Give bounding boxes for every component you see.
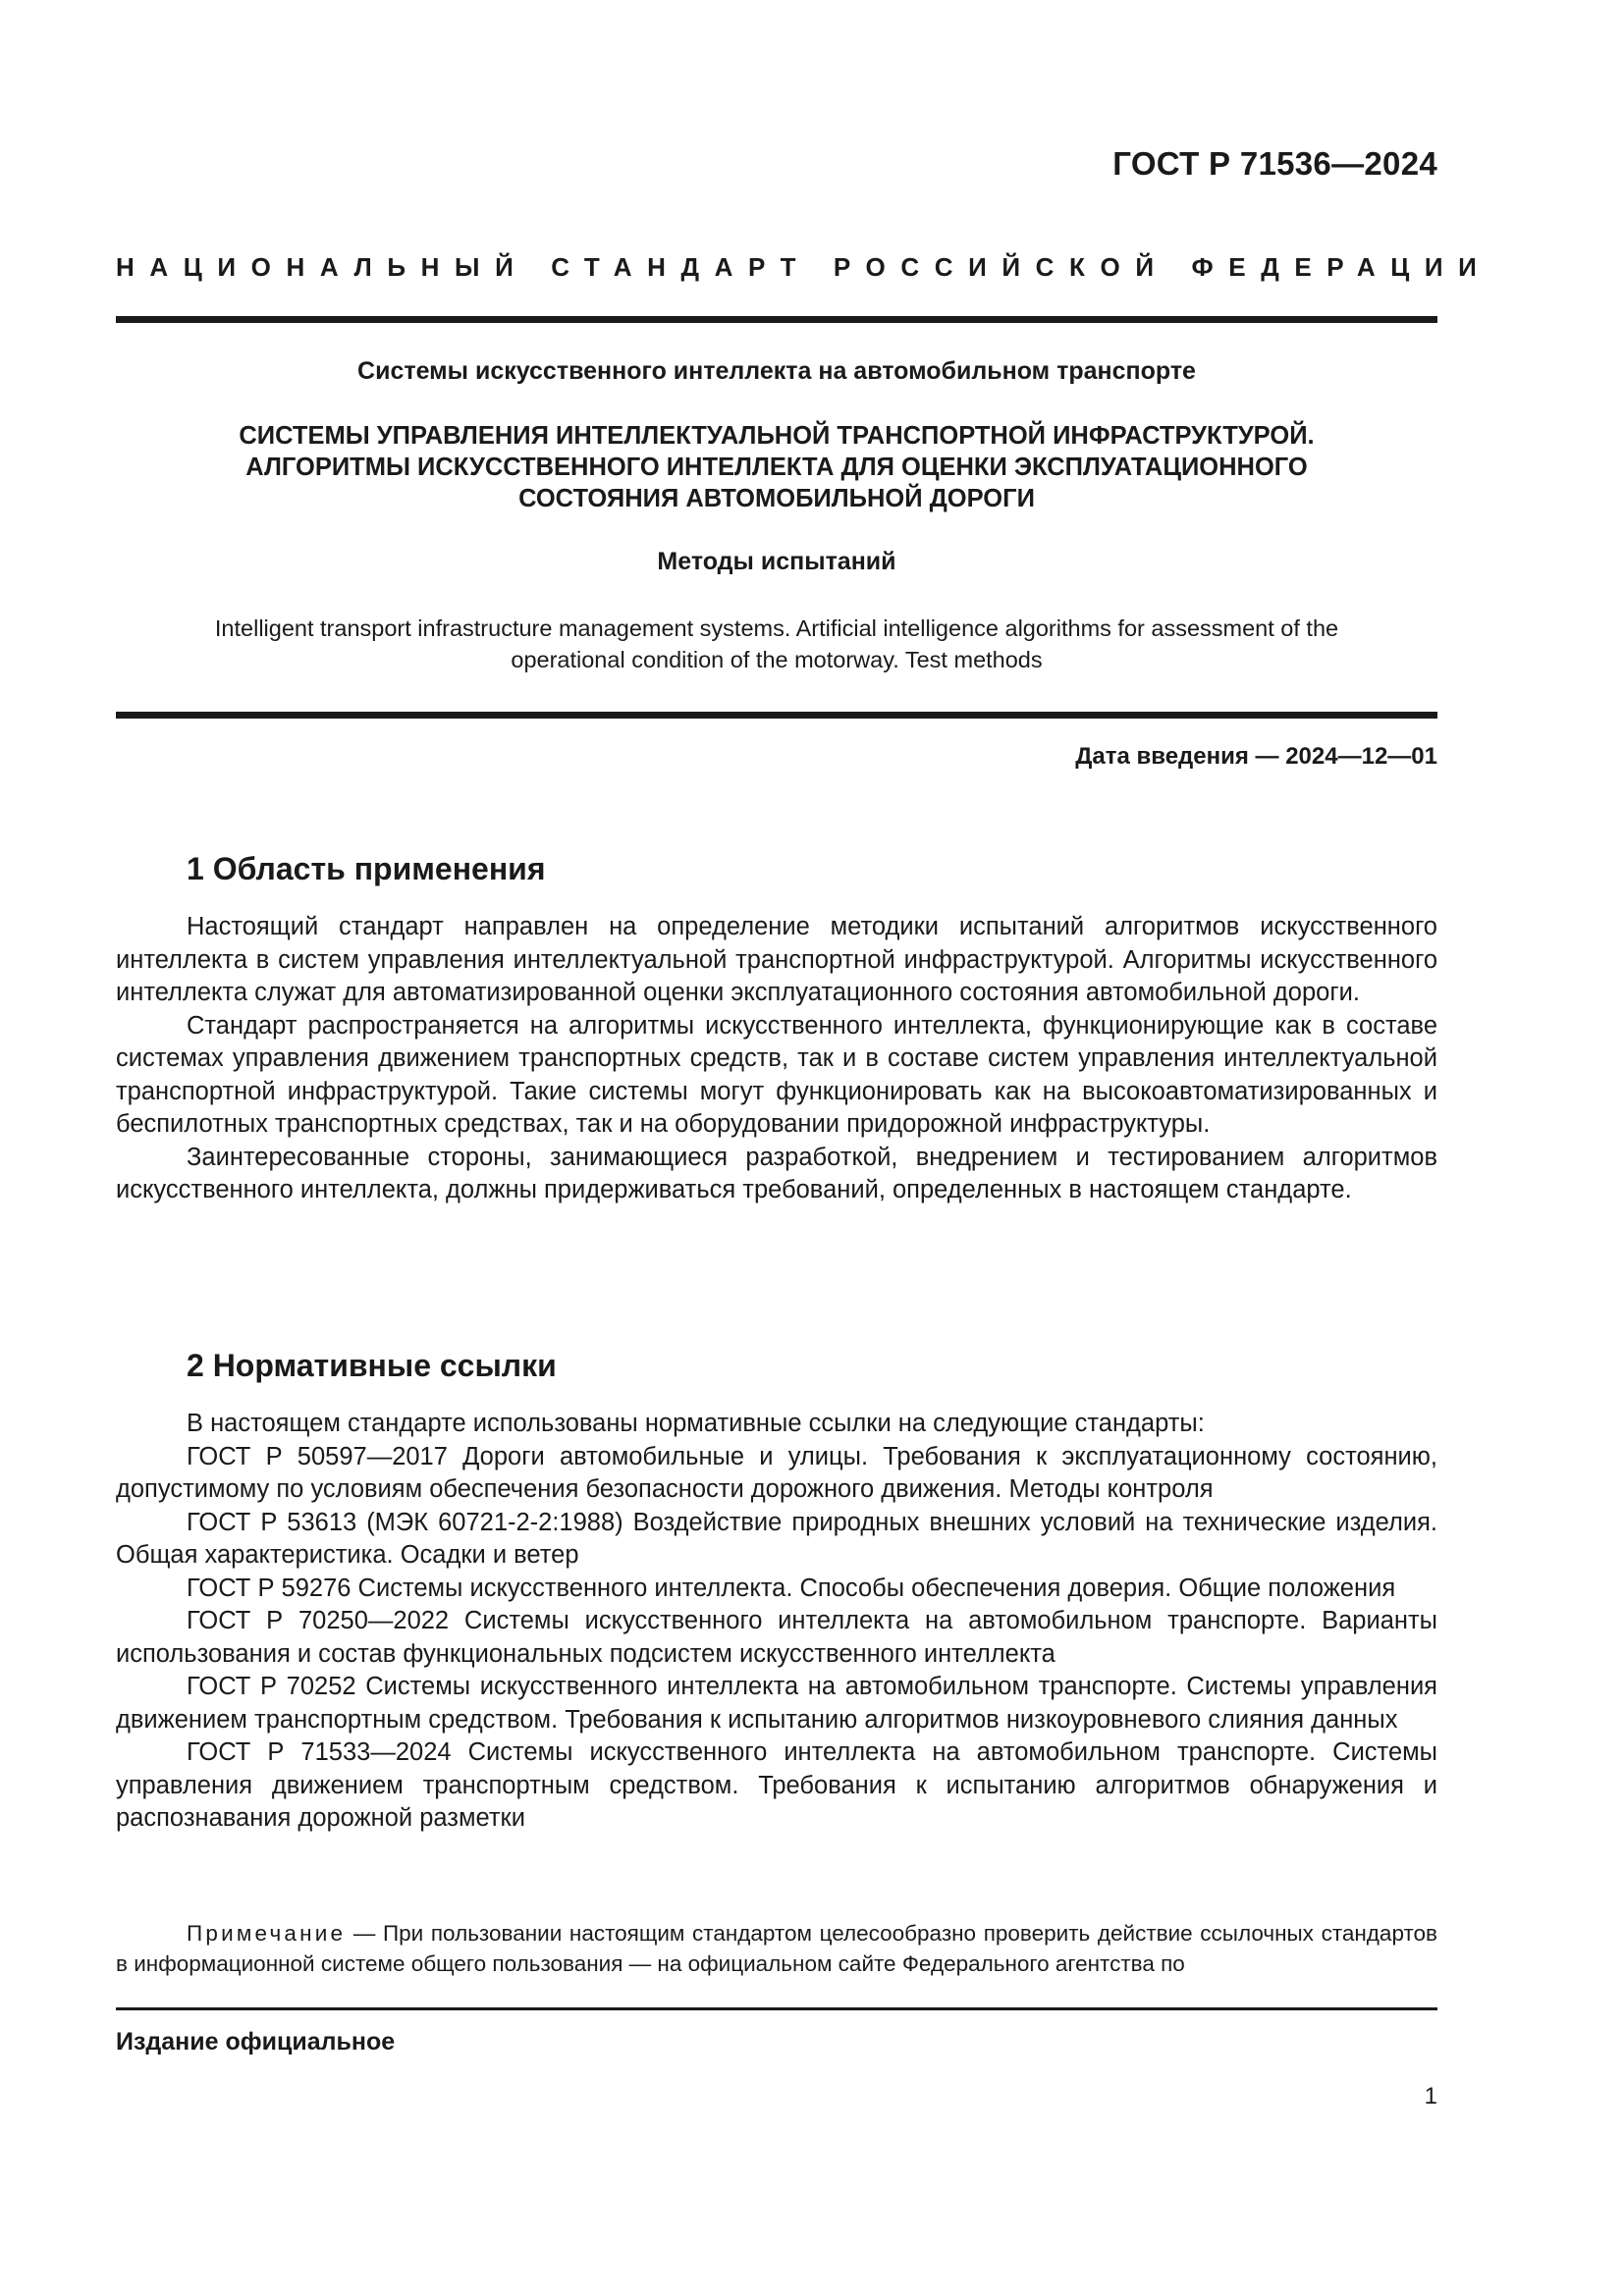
reference-item: ГОСТ Р 50597—2017 Дороги автомобильные и улицы. Требования к эксплуатационному состоянию, допустимому по условиям обеспечения безопасности дорожного движения. Методы контроля (116, 1442, 1437, 1503)
note-text: — При пользовании настоящим стандартом целесообразно проверить действие ссылочных стандартов в информационной системе общего пользования — на официальном сайте Федерального агентства по (116, 1921, 1437, 1976)
series-title: Системы искусственного интеллекта на автомобильном транспорте (357, 357, 1196, 385)
header-rule (116, 316, 1437, 323)
main-title-line: АЛГОРИТМЫ ИСКУССТВЕННОГО ИНТЕЛЛЕКТА ДЛЯ ОЦЕНКИ ЭКСПЛУАТАЦИОННОГО (245, 454, 1308, 481)
main-title (116, 420, 1437, 514)
footer-rule (116, 2007, 1437, 2010)
subtitle: Методы испытаний (657, 548, 896, 575)
reference-item: ГОСТ Р 53613 (МЭК 60721-2-2:1988) Воздействие природных внешних условий на технические изделия. Общая характеристика. Осадки и ветер (116, 1508, 1437, 1569)
title-block-rule (116, 712, 1437, 719)
national-standard-banner: НАЦИОНАЛЬНЫЙ СТАНДАРТ РОССИЙСКОЙ ФЕДЕРАЦИИ (116, 252, 1492, 282)
english-title (116, 613, 1437, 675)
reference-item: ГОСТ Р 71533—2024 Системы искусственного интеллекта на автомобильном транспорте. Системы управления движением транспортным средством. Требования к испытанию алгоритмов обнаружения и распознавания дорожной разметки (116, 1738, 1437, 1832)
note-label: Примечание (187, 1921, 347, 1946)
section-2-body (116, 1408, 1437, 1836)
document-code: ГОСТ Р 71536—2024 (1112, 145, 1437, 182)
reference-item: ГОСТ Р 70252 Системы искусственного интеллекта на автомобильном транспорте. Системы управления движением транспортным средством. Требования к испытанию алгоритмов низкоуровневого слияния данных (116, 1673, 1437, 1734)
paragraph: В настоящем стандарте использованы нормативные ссылки на следующие стандарты: (187, 1410, 1205, 1437)
english-title-line: operational condition of the motorway. Test methods (511, 647, 1043, 672)
paragraph: Настоящий стандарт направлен на определение методики испытаний алгоритмов искусственного интеллекта в систем управления интеллектуальной транспортной инфраструктурой. Алгоритмы искусственного интеллекта служат для автоматизированной оценки эксплуатационного состояния автомобильной дороги. (116, 913, 1437, 1006)
section-2-heading: 2 Нормативные ссылки (187, 1348, 557, 1383)
note (116, 1918, 1437, 1979)
section-1-heading: 1 Область применения (187, 851, 546, 886)
main-title-line: СОСТОЯНИЯ АВТОМОБИЛЬНОЙ ДОРОГИ (518, 485, 1035, 512)
reference-item: ГОСТ Р 59276 Системы искусственного интеллекта. Способы обеспечения доверия. Общие положения (187, 1574, 1396, 1602)
page-number: 1 (1424, 2083, 1437, 2109)
paragraph: Стандарт распространяется на алгоритмы искусственного интеллекта, функционирующие как в составе системах управления движением транспортных средств, так и в составе систем управления интеллектуальной транспортной инфраструктурой. Такие системы могут функционировать как на высокоавтоматизированных и беспилотных транспортных средствах, так и на оборудовании придорожной инфраструктуры. (116, 1011, 1437, 1138)
note-paragraph (116, 1918, 1437, 1979)
introduction-date: Дата введения — 2024—12—01 (1075, 743, 1437, 770)
paragraph: Заинтересованные стороны, занимающиеся разработкой, внедрением и тестированием алгоритмов искусственного интеллекта, должны придерживаться требований, определенных в настоящем стандарте. (116, 1143, 1437, 1203)
section-1-body (116, 911, 1437, 1207)
edition-label: Издание официальное (116, 2028, 396, 2056)
reference-item: ГОСТ Р 70250—2022 Системы искусственного интеллекта на автомобильном транспорте. Варианты использования и состав функциональных подсистем искусственного интеллекта (116, 1607, 1437, 1668)
english-title-line: Intelligent transport infrastructure management systems. Artificial intelligence algorithms for assessment of the (214, 615, 1339, 641)
main-title-line: СИСТЕМЫ УПРАВЛЕНИЯ ИНТЕЛЛЕКТУАЛЬНОЙ ТРАНСПОРТНОЙ ИНФРАСТРУКТУРОЙ. (239, 422, 1315, 450)
